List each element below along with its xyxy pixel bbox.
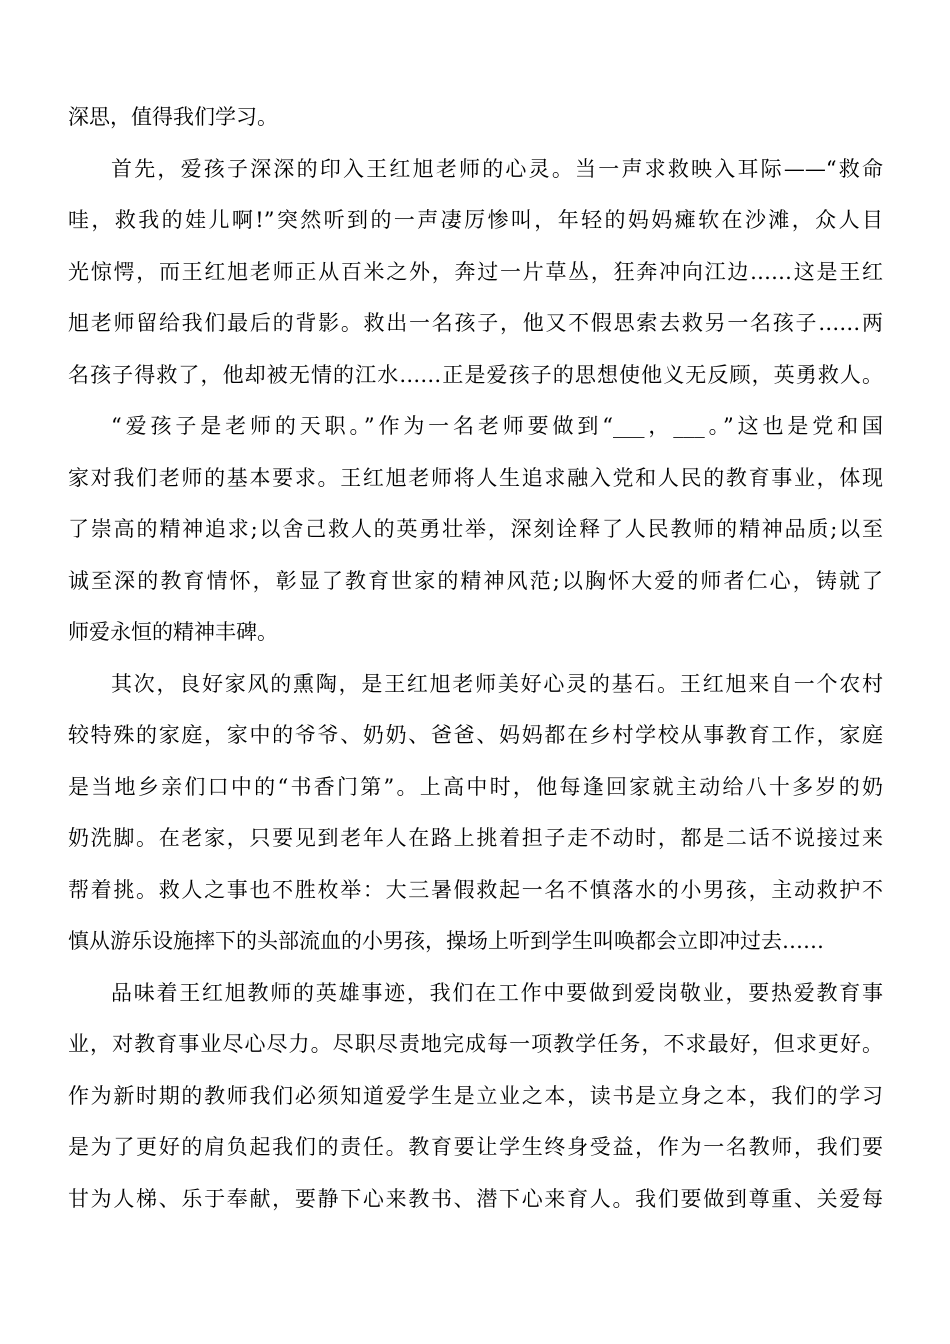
text-line: 首先，爱孩子深深的印入王红旭老师的心灵。当一声求救映入耳际——“救命 bbox=[111, 156, 883, 181]
text-line: 甘为人梯、乐于奉献，要静下心来教书、潜下心来育人。我们要做到尊重、关爱每 bbox=[68, 1186, 883, 1211]
text-line: “爱孩子是老师的天职。”作为一名老师要做到“___，___。”这也是党和国 bbox=[111, 414, 883, 438]
text-line: 深思，值得我们学习。 bbox=[68, 105, 278, 129]
text-line: 名孩子得救了，他却被无情的江水……正是爱孩子的思想使他义无反顾，英勇救人。 bbox=[68, 362, 883, 387]
text-line: 较特殊的家庭，家中的爷爷、奶奶、爸爸、妈妈都在乡村学校从事教育工作，家庭 bbox=[68, 723, 883, 747]
text-line: 作为新时期的教师我们必须知道爱学生是立业之本，读书是立身之本，我们的学习 bbox=[68, 1083, 883, 1108]
text-line: 家对我们老师的基本要求。王红旭老师将人生追求融入党和人民的教育事业，体现 bbox=[68, 465, 883, 490]
text-line: 其次，良好家风的熏陶，是王红旭老师美好心灵的基石。王红旭来自一个农村 bbox=[111, 671, 883, 696]
text-line: 了崇高的精神追求;以舍己救人的英勇壮举，深刻诠释了人民教师的精神品质;以至 bbox=[68, 517, 883, 541]
text-line: 诚至深的教育情怀，彰显了教育世家的精神风范;以胸怀大爱的师者仁心，铸就了 bbox=[68, 568, 883, 593]
text-line: 光惊愕，而王红旭老师正从百米之外，奔过一片草丛，狂奔冲向江边……这是王红 bbox=[68, 259, 883, 284]
text-line: 旭老师留给我们最后的背影。救出一名孩子，他又不假思索去救另一名孩子……两 bbox=[68, 311, 883, 335]
text-line: 哇，救我的娃儿啊!”突然听到的一声凄厉惨叫，年轻的妈妈瘫软在沙滩，众人目 bbox=[68, 208, 883, 232]
text-line: 慎从游乐设施摔下的头部流血的小男孩，操场上听到学生叫唤都会立即冲过去…… bbox=[68, 929, 824, 953]
text-line: 帮着挑。救人之事也不胜枚举：大三暑假救起一名不慎落水的小男孩，主动救护不 bbox=[68, 877, 883, 902]
text-line: 师爱永恒的精神丰碑。 bbox=[68, 620, 278, 644]
document-page bbox=[68, 92, 883, 1225]
text-line: 奶洗脚。在老家，只要见到老年人在路上挑着担子走不动时，都是二话不说接过来 bbox=[68, 826, 883, 850]
text-line: 品味着王红旭教师的英雄事迹，我们在工作中要做到爱岗敬业，要热爱教育事 bbox=[111, 980, 883, 1005]
text-line: 业，对教育事业尽心尽力。尽职尽责地完成每一项教学任务，不求最好，但求更好。 bbox=[68, 1032, 883, 1056]
text-line: 是当地乡亲们口中的“书香门第”。上高中时，他每逢回家就主动给八十多岁的奶 bbox=[68, 774, 883, 799]
text-line: 是为了更好的肩负起我们的责任。教育要让学生终身受益，作为一名教师，我们要 bbox=[68, 1135, 883, 1159]
